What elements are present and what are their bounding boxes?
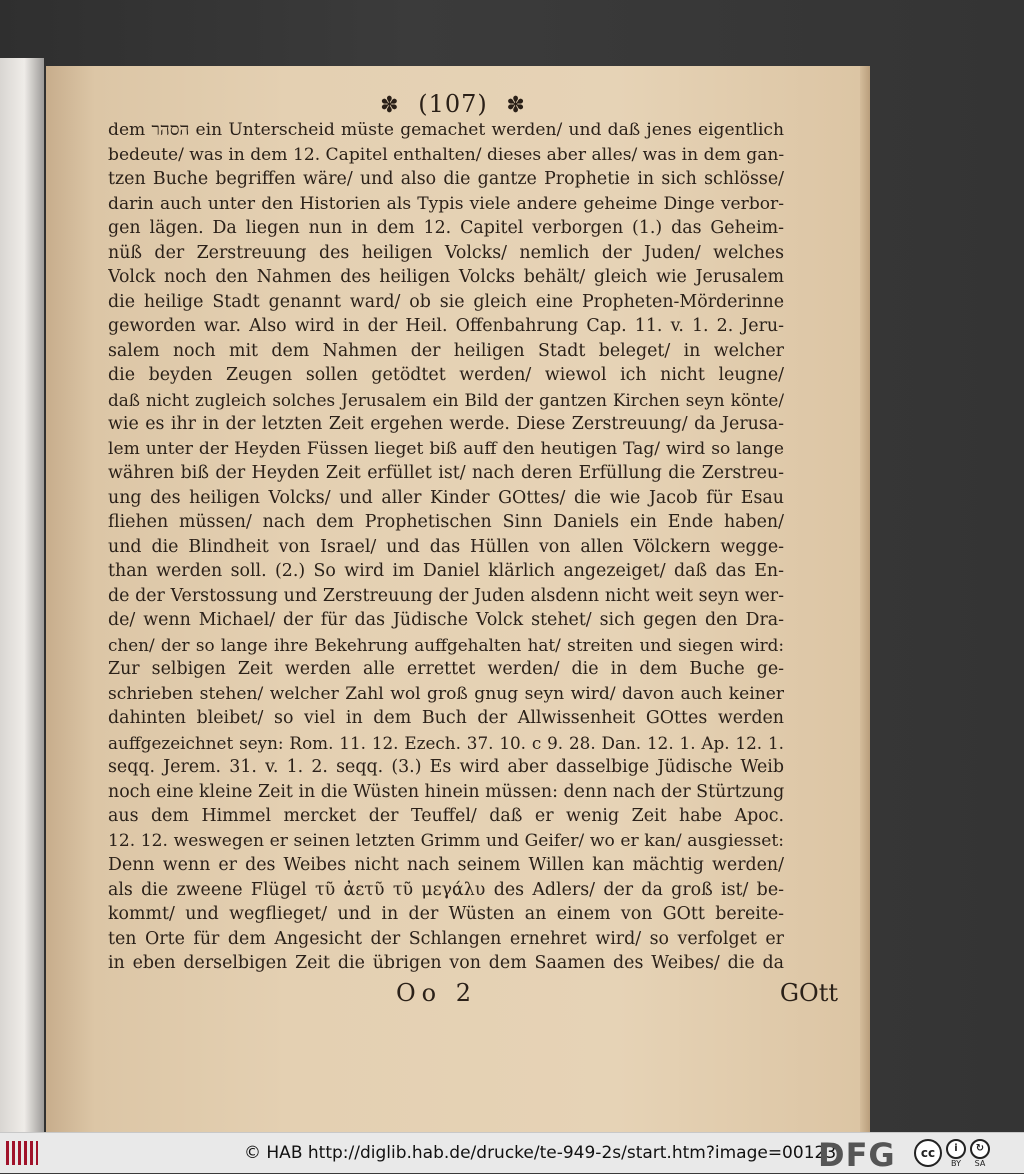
- sa-label: SA: [974, 1158, 986, 1168]
- barcode-icon: [6, 1141, 38, 1165]
- page-body-text: [108, 118, 784, 976]
- text-line: lem unter der Heyden Füssen lieget biß auff den heutigen Tag/ wird so lange: [108, 438, 784, 459]
- license-badge[interactable]: [914, 1137, 1018, 1169]
- source-link[interactable]: © HAB http://diglib.hab.de/drucke/te-949-2s/start.htm?image=00123: [244, 1143, 837, 1163]
- sa-icon-group: [970, 1139, 990, 1168]
- text-line: schrieben stehen/ welcher Zahl wol groß gnug seyn wird/ davon auch keiner: [108, 683, 784, 704]
- page-header: [46, 90, 860, 118]
- text-line: dahinten bleibet/ so viel in dem Buch der Allwissenheit GOttes werden: [108, 708, 784, 728]
- text-line: fliehen müssen/ nach dem Prophetischen Sinn Daniels ein Ende haben/: [108, 512, 784, 532]
- text-line: und die Blindheit von Israel/ und das Hüllen von allen Völckern wegge-: [108, 536, 784, 557]
- by-icon-group: [946, 1139, 966, 1168]
- printer-signature: Oo 2: [396, 979, 478, 1007]
- catchword: GOtt: [779, 979, 838, 1007]
- text-line: als die zweene Flügel τῦ ἀετῦ τῦ μεγάλυ des Adlers/ der da groß ist/ be-: [108, 879, 784, 900]
- text-line: kommt/ und wegflieget/ und in der Wüsten an einem von GOtt bereite-: [108, 904, 784, 924]
- text-line: tzen Buche begriffen wäre/ und also die gantze Prophetie in sich schlösse/: [108, 169, 784, 189]
- facing-page-edge: [0, 58, 44, 1132]
- page-number: (107): [418, 90, 488, 118]
- text-line: 12. 12. weswegen er seinen letzten Grimm und Geifer/ wo er kan/ ausgiesset:: [108, 830, 784, 851]
- ornament-left-icon: ✽: [380, 93, 400, 118]
- text-line: die heilige Stadt genannt ward/ ob sie gleich eine Propheten-Mörderinne: [108, 291, 784, 312]
- text-line: seqq. Jerem. 31. v. 1. 2. seqq. (3.) Es wird aber dasselbige Jüdische Weib: [108, 757, 784, 777]
- text-line: wie es ihr in der letzten Zeit ergehen werde. Diese Zerstreuung/ da Jerusa-: [108, 414, 784, 434]
- text-line: ten Orte für dem Angesicht der Schlangen ernehret wird/ so verfolget er: [108, 928, 784, 949]
- text-line: daß nicht zugleich solches Jerusalem ein Bild der gantzen Kirchen seyn könte/: [108, 389, 784, 410]
- cc-icon: cc: [914, 1139, 942, 1167]
- text-line: darin auch unter den Historien als Typis viele andere geheime Dinge verbor-: [108, 193, 784, 214]
- ornament-right-icon: ✽: [506, 93, 526, 118]
- text-line: Volck noch den Nahmen des heiligen Volcks behält/ gleich wie Jerusalem: [108, 267, 784, 287]
- text-line: de/ wenn Michael/ der für das Jüdische Volck stehet/ sich gegen den Dra-: [108, 610, 784, 630]
- dfg-logo: DFG: [818, 1136, 896, 1174]
- text-line: währen biß der Heyden Zeit erfüllet ist/ nach deren Erfüllung die Zerstreu-: [108, 463, 784, 483]
- text-line: bedeute/ was in dem 12. Capitel enthalten/ dieses aber alles/ was in dem gan-: [108, 144, 784, 165]
- text-line: chen/ der so lange ihre Bekehrung auffgehalten hat/ streiten und siegen wird:: [108, 634, 784, 655]
- text-line: Zur selbigen Zeit werden alle errettet werden/ die in dem Buche ge-: [108, 659, 784, 679]
- text-line: ung des heiligen Volcks/ und aller Kinder GOttes/ die wie Jacob für Esau: [108, 487, 784, 508]
- text-line: noch eine kleine Zeit in die Wüsten hinein müssen: denn nach der Stürtzung: [108, 781, 784, 802]
- viewer-footer: [0, 1132, 1024, 1173]
- text-line: Denn wenn er des Weibes nicht nach seinem Willen kan mächtig werden/: [108, 855, 784, 875]
- by-icon: i: [946, 1139, 966, 1159]
- text-line: de der Verstossung und Zerstreuung der Juden alsdenn nicht weit seyn wer-: [108, 585, 784, 606]
- text-line: geworden war. Also wird in der Heil. Offenbahrung Cap. 11. v. 1. 2. Jeru-: [108, 316, 784, 336]
- sa-icon: ↻: [970, 1139, 990, 1159]
- text-line: die beyden Zeugen sollen getödtet werden/ wiewol ich nicht leugne/: [108, 365, 784, 385]
- by-label: BY: [951, 1158, 961, 1168]
- text-line: dem הסהר ein Unterscheid müste gemachet werden/ und daß jenes eigentlich: [108, 120, 784, 140]
- text-line: in eben derselbigen Zeit die übrigen von dem Saamen des Weibes/ die da: [108, 953, 784, 973]
- book-page: [46, 66, 860, 1132]
- text-line: salem noch mit dem Nahmen der heiligen Stadt beleget/ in welcher: [108, 340, 784, 361]
- text-line: auffgezeichnet seyn: Rom. 11. 12. Ezech. 37. 10. c 9. 28. Dan. 12. 1. Ap. 12. 1.: [108, 732, 784, 753]
- text-line: gen lägen. Da liegen nun in dem 12. Capitel verborgen (1.) das Geheim-: [108, 218, 784, 238]
- text-line: aus dem Himmel mercket der Teuffel/ daß er wenig Zeit habe Apoc.: [108, 806, 784, 826]
- text-line: than werden soll. (2.) So wird im Daniel klärlich angezeiget/ daß das En-: [108, 561, 784, 581]
- text-line: nüß der Zerstreuung des heiligen Volcks/ nemlich der Juden/ welches: [108, 242, 784, 263]
